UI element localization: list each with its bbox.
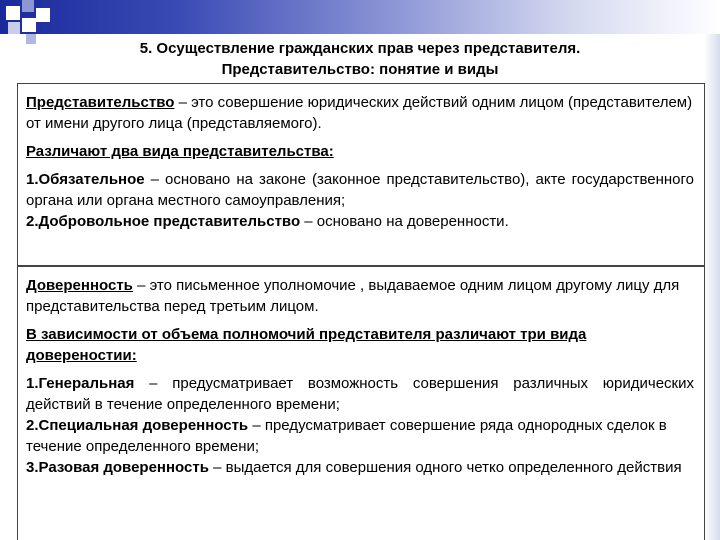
page-title xyxy=(40,38,680,80)
list-item: 2.Специальная доверенность – предусматривает совершение ряда однородных сделок в течение определенного времени; xyxy=(26,417,667,455)
representation-definition xyxy=(26,92,694,134)
list-item: 1.Обязательное – основано на законе (законное представительство), акте государственного органа или органа местного самоуправления; xyxy=(26,171,694,209)
attorney-definition-text: – это письменное уполномочие , выдаваемое одним лицом другому лицу для представительства перед третьим лицом. xyxy=(26,277,680,315)
representation-definition-text: – это совершение юридических действий одним лицом (представителем) от имени другого лица (представляемого). xyxy=(26,94,693,132)
list-item: 1.Генеральная – предусматривает возможность совершения различных юридических действий в течение определенного времени; xyxy=(26,375,694,413)
representation-types-heading: Различают два вида представительства: xyxy=(26,143,334,160)
top-decorative-band xyxy=(0,0,720,34)
list-item: 2.Добровольное представительство – основано на доверенности. xyxy=(26,213,509,230)
list-item: 3.Разовая доверенность – выдается для совершения одного четко определенного действия xyxy=(26,459,682,476)
representation-box xyxy=(17,83,705,266)
title-line-2: Представительство: понятие и виды xyxy=(221,61,499,78)
attorney-term: Доверенность xyxy=(26,277,133,294)
attorney-definition xyxy=(26,275,694,317)
title-line-1: 5. Осуществление гражданских прав через представителя. xyxy=(139,40,581,57)
power-of-attorney-box xyxy=(17,266,705,540)
right-decorative-gradient xyxy=(704,34,720,540)
attorney-types-heading: В зависимости от объема полномочий представителя различают три вида довереностии: xyxy=(26,326,587,364)
representation-term: Представительство xyxy=(26,94,175,111)
